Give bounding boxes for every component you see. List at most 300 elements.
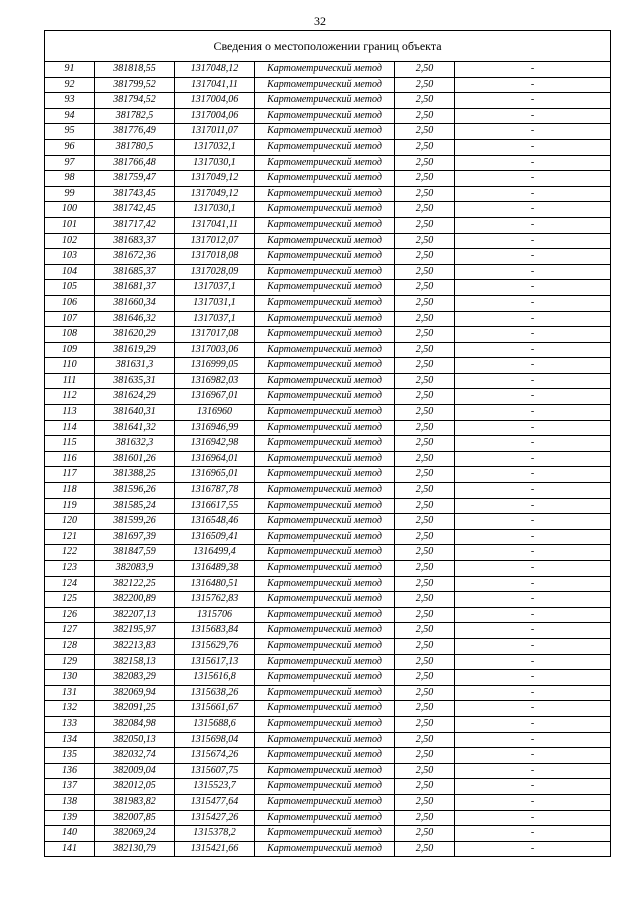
- method-cell: Картометрический метод: [255, 62, 395, 78]
- x-coordinate-cell: 382007,85: [95, 810, 175, 826]
- method-cell: Картометрический метод: [255, 108, 395, 124]
- point-number-cell: 137: [45, 779, 95, 795]
- table-row: [45, 561, 611, 577]
- table-row: [45, 249, 611, 265]
- point-number-cell: 112: [45, 389, 95, 405]
- page-number: 32: [314, 14, 326, 28]
- table-row: [45, 670, 611, 686]
- accuracy-cell: 2,50: [395, 264, 455, 280]
- method-cell: Картометрический метод: [255, 389, 395, 405]
- note-cell: -: [455, 233, 611, 249]
- accuracy-cell: 2,50: [395, 670, 455, 686]
- y-coordinate-cell: 1315688,6: [175, 716, 255, 732]
- note-cell: -: [455, 467, 611, 483]
- point-number-cell: 104: [45, 264, 95, 280]
- y-coordinate-cell: 1317004,06: [175, 93, 255, 109]
- accuracy-cell: 2,50: [395, 607, 455, 623]
- note-cell: -: [455, 701, 611, 717]
- y-coordinate-cell: 1315607,75: [175, 763, 255, 779]
- table-body: [45, 31, 611, 857]
- note-cell: -: [455, 529, 611, 545]
- accuracy-cell: 2,50: [395, 373, 455, 389]
- note-cell: -: [455, 217, 611, 233]
- method-cell: Картометрический метод: [255, 249, 395, 265]
- x-coordinate-cell: 382122,25: [95, 576, 175, 592]
- y-coordinate-cell: 1316617,55: [175, 498, 255, 514]
- method-cell: Картометрический метод: [255, 638, 395, 654]
- table-title-row: [45, 31, 611, 62]
- y-coordinate-cell: 1315378,2: [175, 826, 255, 842]
- point-number-cell: 110: [45, 358, 95, 374]
- x-coordinate-cell: 381717,42: [95, 217, 175, 233]
- table-row: [45, 638, 611, 654]
- table-row: [45, 607, 611, 623]
- point-number-cell: 118: [45, 483, 95, 499]
- x-coordinate-cell: 381759,47: [95, 171, 175, 187]
- table-row: [45, 295, 611, 311]
- method-cell: Картометрический метод: [255, 670, 395, 686]
- point-number-cell: 109: [45, 342, 95, 358]
- x-coordinate-cell: 381780,5: [95, 139, 175, 155]
- accuracy-cell: 2,50: [395, 171, 455, 187]
- table-row: [45, 716, 611, 732]
- y-coordinate-cell: 1317030,1: [175, 202, 255, 218]
- point-number-cell: 94: [45, 108, 95, 124]
- accuracy-cell: 2,50: [395, 124, 455, 140]
- y-coordinate-cell: 1317049,12: [175, 171, 255, 187]
- accuracy-cell: 2,50: [395, 295, 455, 311]
- table-row: [45, 451, 611, 467]
- x-coordinate-cell: 381632,3: [95, 436, 175, 452]
- y-coordinate-cell: 1317031,1: [175, 295, 255, 311]
- table-row: [45, 202, 611, 218]
- x-coordinate-cell: 381847,59: [95, 545, 175, 561]
- accuracy-cell: 2,50: [395, 592, 455, 608]
- note-cell: -: [455, 592, 611, 608]
- accuracy-cell: 2,50: [395, 93, 455, 109]
- x-coordinate-cell: 382069,24: [95, 826, 175, 842]
- y-coordinate-cell: 1316509,41: [175, 529, 255, 545]
- table-row: [45, 701, 611, 717]
- accuracy-cell: 2,50: [395, 62, 455, 78]
- point-number-cell: 107: [45, 311, 95, 327]
- table-row: [45, 483, 611, 499]
- x-coordinate-cell: 382130,79: [95, 841, 175, 857]
- x-coordinate-cell: 381683,37: [95, 233, 175, 249]
- y-coordinate-cell: 1316965,01: [175, 467, 255, 483]
- x-coordinate-cell: 381794,52: [95, 93, 175, 109]
- point-number-cell: 96: [45, 139, 95, 155]
- note-cell: -: [455, 638, 611, 654]
- x-coordinate-cell: 382012,05: [95, 779, 175, 795]
- x-coordinate-cell: 381743,45: [95, 186, 175, 202]
- y-coordinate-cell: 1315638,26: [175, 685, 255, 701]
- point-number-cell: 134: [45, 732, 95, 748]
- accuracy-cell: 2,50: [395, 701, 455, 717]
- point-number-cell: 132: [45, 701, 95, 717]
- note-cell: -: [455, 93, 611, 109]
- table-row: [45, 514, 611, 530]
- x-coordinate-cell: 381619,29: [95, 342, 175, 358]
- x-coordinate-cell: 381599,26: [95, 514, 175, 530]
- note-cell: -: [455, 405, 611, 421]
- x-coordinate-cell: 381601,26: [95, 451, 175, 467]
- method-cell: Картометрический метод: [255, 405, 395, 421]
- x-coordinate-cell: 381660,34: [95, 295, 175, 311]
- point-number-cell: 126: [45, 607, 95, 623]
- x-coordinate-cell: 381685,37: [95, 264, 175, 280]
- point-number-cell: 140: [45, 826, 95, 842]
- note-cell: -: [455, 623, 611, 639]
- y-coordinate-cell: 1315427,26: [175, 810, 255, 826]
- table-row: [45, 826, 611, 842]
- y-coordinate-cell: 1317041,11: [175, 77, 255, 93]
- note-cell: -: [455, 311, 611, 327]
- note-cell: -: [455, 841, 611, 857]
- point-number-cell: 101: [45, 217, 95, 233]
- accuracy-cell: 2,50: [395, 841, 455, 857]
- x-coordinate-cell: 381776,49: [95, 124, 175, 140]
- note-cell: -: [455, 810, 611, 826]
- accuracy-cell: 2,50: [395, 451, 455, 467]
- table-row: [45, 139, 611, 155]
- table-row: [45, 124, 611, 140]
- y-coordinate-cell: 1316967,01: [175, 389, 255, 405]
- note-cell: -: [455, 483, 611, 499]
- table-row: [45, 748, 611, 764]
- y-coordinate-cell: 1317018,08: [175, 249, 255, 265]
- point-number-cell: 114: [45, 420, 95, 436]
- method-cell: Картометрический метод: [255, 436, 395, 452]
- method-cell: Картометрический метод: [255, 592, 395, 608]
- x-coordinate-cell: 382200,89: [95, 592, 175, 608]
- x-coordinate-cell: 382083,29: [95, 670, 175, 686]
- point-number-cell: 120: [45, 514, 95, 530]
- point-number-cell: 141: [45, 841, 95, 857]
- method-cell: Картометрический метод: [255, 342, 395, 358]
- accuracy-cell: 2,50: [395, 358, 455, 374]
- table-row: [45, 342, 611, 358]
- accuracy-cell: 2,50: [395, 77, 455, 93]
- y-coordinate-cell: 1316548,46: [175, 514, 255, 530]
- y-coordinate-cell: 1315629,76: [175, 638, 255, 654]
- x-coordinate-cell: 382050,13: [95, 732, 175, 748]
- note-cell: -: [455, 139, 611, 155]
- method-cell: Картометрический метод: [255, 295, 395, 311]
- table-row: [45, 794, 611, 810]
- x-coordinate-cell: 381672,36: [95, 249, 175, 265]
- table-row: [45, 233, 611, 249]
- x-coordinate-cell: 381635,31: [95, 373, 175, 389]
- point-number-cell: 93: [45, 93, 95, 109]
- accuracy-cell: 2,50: [395, 436, 455, 452]
- table-row: [45, 420, 611, 436]
- note-cell: -: [455, 327, 611, 343]
- x-coordinate-cell: 381631,3: [95, 358, 175, 374]
- note-cell: -: [455, 607, 611, 623]
- table-row: [45, 763, 611, 779]
- point-number-cell: 135: [45, 748, 95, 764]
- table-row: [45, 654, 611, 670]
- table-row: [45, 498, 611, 514]
- table-row: [45, 545, 611, 561]
- note-cell: -: [455, 171, 611, 187]
- x-coordinate-cell: 381697,39: [95, 529, 175, 545]
- x-coordinate-cell: 382195,97: [95, 623, 175, 639]
- accuracy-cell: 2,50: [395, 249, 455, 265]
- y-coordinate-cell: 1317037,1: [175, 280, 255, 296]
- x-coordinate-cell: 381585,24: [95, 498, 175, 514]
- note-cell: -: [455, 826, 611, 842]
- note-cell: -: [455, 373, 611, 389]
- x-coordinate-cell: 382069,94: [95, 685, 175, 701]
- note-cell: -: [455, 342, 611, 358]
- y-coordinate-cell: 1315683,84: [175, 623, 255, 639]
- y-coordinate-cell: 1315674,26: [175, 748, 255, 764]
- x-coordinate-cell: 382091,25: [95, 701, 175, 717]
- method-cell: Картометрический метод: [255, 701, 395, 717]
- method-cell: Картометрический метод: [255, 264, 395, 280]
- x-coordinate-cell: 381646,32: [95, 311, 175, 327]
- y-coordinate-cell: 1317041,11: [175, 217, 255, 233]
- method-cell: Картометрический метод: [255, 514, 395, 530]
- point-number-cell: 136: [45, 763, 95, 779]
- method-cell: Картометрический метод: [255, 763, 395, 779]
- point-number-cell: 97: [45, 155, 95, 171]
- table-row: [45, 108, 611, 124]
- accuracy-cell: 2,50: [395, 233, 455, 249]
- method-cell: Картометрический метод: [255, 483, 395, 499]
- accuracy-cell: 2,50: [395, 748, 455, 764]
- y-coordinate-cell: 1316946,99: [175, 420, 255, 436]
- method-cell: Картометрический метод: [255, 202, 395, 218]
- note-cell: -: [455, 654, 611, 670]
- point-number-cell: 138: [45, 794, 95, 810]
- note-cell: -: [455, 732, 611, 748]
- accuracy-cell: 2,50: [395, 529, 455, 545]
- method-cell: Картометрический метод: [255, 810, 395, 826]
- accuracy-cell: 2,50: [395, 545, 455, 561]
- method-cell: Картометрический метод: [255, 607, 395, 623]
- table-row: [45, 358, 611, 374]
- point-number-cell: 122: [45, 545, 95, 561]
- note-cell: -: [455, 748, 611, 764]
- method-cell: Картометрический метод: [255, 794, 395, 810]
- note-cell: -: [455, 186, 611, 202]
- method-cell: Картометрический метод: [255, 93, 395, 109]
- method-cell: Картометрический метод: [255, 467, 395, 483]
- y-coordinate-cell: 1316982,03: [175, 373, 255, 389]
- y-coordinate-cell: 1317012,07: [175, 233, 255, 249]
- table-row: [45, 810, 611, 826]
- y-coordinate-cell: 1317028,09: [175, 264, 255, 280]
- point-number-cell: 127: [45, 623, 95, 639]
- y-coordinate-cell: 1316499,4: [175, 545, 255, 561]
- y-coordinate-cell: 1317048,12: [175, 62, 255, 78]
- x-coordinate-cell: 381388,25: [95, 467, 175, 483]
- note-cell: -: [455, 794, 611, 810]
- accuracy-cell: 2,50: [395, 217, 455, 233]
- x-coordinate-cell: 382158,13: [95, 654, 175, 670]
- table-row: [45, 93, 611, 109]
- point-number-cell: 131: [45, 685, 95, 701]
- table-row: [45, 62, 611, 78]
- accuracy-cell: 2,50: [395, 716, 455, 732]
- point-number-cell: 102: [45, 233, 95, 249]
- accuracy-cell: 2,50: [395, 405, 455, 421]
- accuracy-cell: 2,50: [395, 763, 455, 779]
- method-cell: Картометрический метод: [255, 186, 395, 202]
- note-cell: -: [455, 264, 611, 280]
- point-number-cell: 100: [45, 202, 95, 218]
- method-cell: Картометрический метод: [255, 420, 395, 436]
- accuracy-cell: 2,50: [395, 732, 455, 748]
- point-number-cell: 105: [45, 280, 95, 296]
- note-cell: -: [455, 124, 611, 140]
- method-cell: Картометрический метод: [255, 561, 395, 577]
- note-cell: -: [455, 358, 611, 374]
- accuracy-cell: 2,50: [395, 561, 455, 577]
- note-cell: -: [455, 763, 611, 779]
- table-row: [45, 529, 611, 545]
- x-coordinate-cell: 382083,9: [95, 561, 175, 577]
- table-row: [45, 389, 611, 405]
- note-cell: -: [455, 202, 611, 218]
- method-cell: Картометрический метод: [255, 654, 395, 670]
- table-row: [45, 685, 611, 701]
- accuracy-cell: 2,50: [395, 654, 455, 670]
- point-number-cell: 123: [45, 561, 95, 577]
- table-row: [45, 405, 611, 421]
- y-coordinate-cell: 1316489,38: [175, 561, 255, 577]
- method-cell: Картометрический метод: [255, 623, 395, 639]
- note-cell: -: [455, 576, 611, 592]
- point-number-cell: 95: [45, 124, 95, 140]
- table-row: [45, 841, 611, 857]
- y-coordinate-cell: 1315616,8: [175, 670, 255, 686]
- x-coordinate-cell: 381766,48: [95, 155, 175, 171]
- method-cell: Картометрический метод: [255, 451, 395, 467]
- method-cell: Картометрический метод: [255, 311, 395, 327]
- accuracy-cell: 2,50: [395, 810, 455, 826]
- table-row: [45, 436, 611, 452]
- point-number-cell: 106: [45, 295, 95, 311]
- table-row: [45, 77, 611, 93]
- y-coordinate-cell: 1317003,06: [175, 342, 255, 358]
- x-coordinate-cell: 381640,31: [95, 405, 175, 421]
- point-number-cell: 98: [45, 171, 95, 187]
- x-coordinate-cell: 381596,26: [95, 483, 175, 499]
- note-cell: -: [455, 716, 611, 732]
- accuracy-cell: 2,50: [395, 139, 455, 155]
- x-coordinate-cell: 381818,55: [95, 62, 175, 78]
- method-cell: Картометрический метод: [255, 124, 395, 140]
- note-cell: -: [455, 779, 611, 795]
- accuracy-cell: 2,50: [395, 514, 455, 530]
- table-row: [45, 311, 611, 327]
- note-cell: -: [455, 280, 611, 296]
- method-cell: Картометрический метод: [255, 545, 395, 561]
- table-row: [45, 217, 611, 233]
- accuracy-cell: 2,50: [395, 311, 455, 327]
- y-coordinate-cell: 1317049,12: [175, 186, 255, 202]
- x-coordinate-cell: 381983,82: [95, 794, 175, 810]
- accuracy-cell: 2,50: [395, 779, 455, 795]
- method-cell: Картометрический метод: [255, 217, 395, 233]
- method-cell: Картометрический метод: [255, 327, 395, 343]
- table-row: [45, 623, 611, 639]
- table-row: [45, 592, 611, 608]
- x-coordinate-cell: 382009,04: [95, 763, 175, 779]
- accuracy-cell: 2,50: [395, 623, 455, 639]
- accuracy-cell: 2,50: [395, 498, 455, 514]
- method-cell: Картометрический метод: [255, 716, 395, 732]
- x-coordinate-cell: 381799,52: [95, 77, 175, 93]
- method-cell: Картометрический метод: [255, 358, 395, 374]
- point-number-cell: 116: [45, 451, 95, 467]
- accuracy-cell: 2,50: [395, 576, 455, 592]
- x-coordinate-cell: 382084,98: [95, 716, 175, 732]
- point-number-cell: 115: [45, 436, 95, 452]
- note-cell: -: [455, 389, 611, 405]
- point-number-cell: 129: [45, 654, 95, 670]
- y-coordinate-cell: 1317030,1: [175, 155, 255, 171]
- table-row: [45, 171, 611, 187]
- note-cell: -: [455, 514, 611, 530]
- table-row: [45, 155, 611, 171]
- note-cell: -: [455, 670, 611, 686]
- table-row: [45, 732, 611, 748]
- accuracy-cell: 2,50: [395, 638, 455, 654]
- y-coordinate-cell: 1315698,04: [175, 732, 255, 748]
- accuracy-cell: 2,50: [395, 467, 455, 483]
- point-number-cell: 130: [45, 670, 95, 686]
- table-title: Сведения о местоположении границ объекта: [45, 31, 611, 62]
- method-cell: Картометрический метод: [255, 529, 395, 545]
- boundary-table: [44, 30, 611, 857]
- method-cell: Картометрический метод: [255, 826, 395, 842]
- point-number-cell: 125: [45, 592, 95, 608]
- y-coordinate-cell: 1315617,13: [175, 654, 255, 670]
- method-cell: Картометрический метод: [255, 280, 395, 296]
- y-coordinate-cell: 1316942,98: [175, 436, 255, 452]
- y-coordinate-cell: 1316964,01: [175, 451, 255, 467]
- y-coordinate-cell: 1315762,83: [175, 592, 255, 608]
- note-cell: -: [455, 62, 611, 78]
- method-cell: Картометрический метод: [255, 732, 395, 748]
- accuracy-cell: 2,50: [395, 155, 455, 171]
- x-coordinate-cell: 382032,74: [95, 748, 175, 764]
- x-coordinate-cell: 381624,29: [95, 389, 175, 405]
- x-coordinate-cell: 382207,13: [95, 607, 175, 623]
- table-row: [45, 327, 611, 343]
- x-coordinate-cell: 381742,45: [95, 202, 175, 218]
- y-coordinate-cell: 1315706: [175, 607, 255, 623]
- accuracy-cell: 2,50: [395, 794, 455, 810]
- point-number-cell: 133: [45, 716, 95, 732]
- note-cell: -: [455, 545, 611, 561]
- accuracy-cell: 2,50: [395, 186, 455, 202]
- y-coordinate-cell: 1315421,66: [175, 841, 255, 857]
- point-number-cell: 128: [45, 638, 95, 654]
- table-row: [45, 264, 611, 280]
- table-row: [45, 467, 611, 483]
- point-number-cell: 103: [45, 249, 95, 265]
- table-row: [45, 373, 611, 389]
- y-coordinate-cell: 1316999,05: [175, 358, 255, 374]
- note-cell: -: [455, 108, 611, 124]
- method-cell: Картометрический метод: [255, 155, 395, 171]
